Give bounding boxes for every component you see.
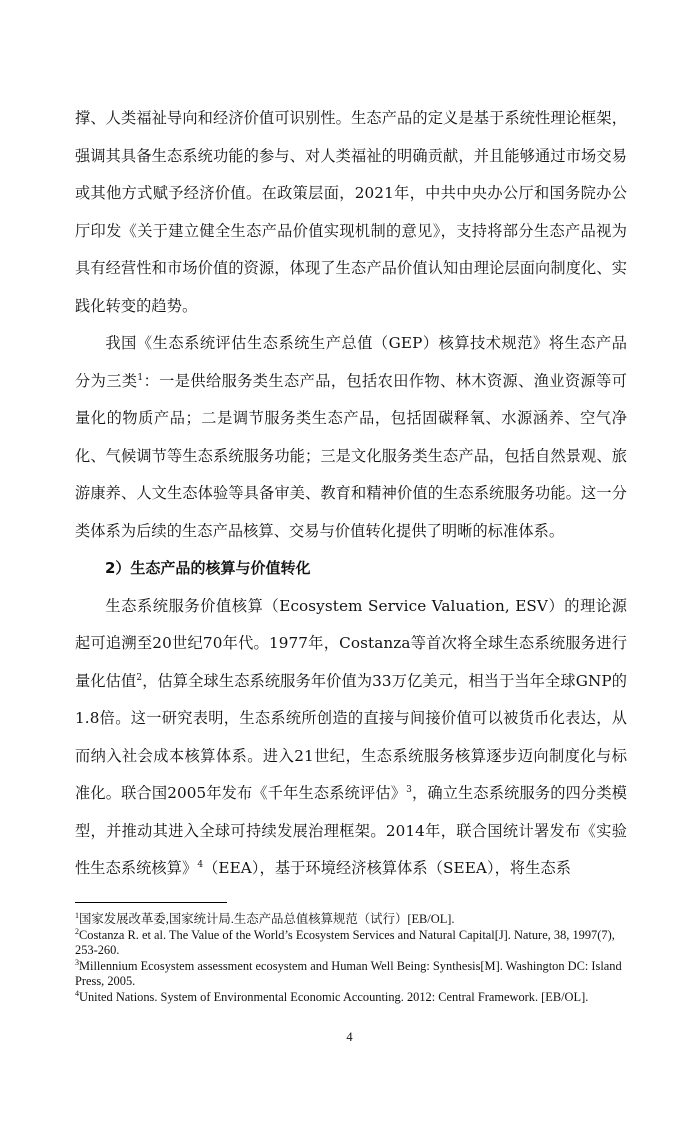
paragraph-3-text-d: （EEA），基于环境经济核算体系（SEEA），将生态系 bbox=[203, 859, 572, 877]
paragraph-3-text-b: ，估算全球生态系统服务年价值为33万亿美元，相当于当年全球GNP的1.8倍。这一研究表明，生态系统所创造的直接与间接价值可以被货币化表达，从而纳入社会成本核算体系。进入21世纪，生态系统服务核算逐步迈向制度化与标准化。联合国2005年发布《千年生态系统评估》 bbox=[75, 671, 627, 802]
page-number: 4 bbox=[346, 1030, 353, 1044]
footnote-3 bbox=[75, 959, 635, 990]
footnotes bbox=[75, 912, 635, 1006]
footnote-mark: 1 bbox=[75, 910, 79, 920]
footnote-mark: 2 bbox=[75, 926, 79, 936]
footnote-1 bbox=[75, 912, 635, 928]
footnote-ref-3: 3 bbox=[406, 784, 412, 795]
paragraph-3 bbox=[75, 588, 627, 888]
footnote-divider bbox=[75, 902, 227, 903]
paragraph-1: 撑、人类福祉导向和经济价值可识别性。生态产品的定义是基于系统性理论框架，强调其具备生态系统功能的参与、对人类福祉的明确贡献，并且能够通过市场交易或其他方式赋予经济价值。在政策层面，2021年，中共中央办公厅和国务院办公厅印发《关于建立健全生态产品价值实现机制的意见》，支持将部分生态产品视为具有经营性和市场价值的资源，体现了生态产品价值认知由理论层面向制度化、实践化转变的趋势。 bbox=[75, 109, 627, 315]
paragraph-2-text-a: 我国《生态系统评估生态系统生产总值（GEP）核算技术规范》将生态产品分为三类 bbox=[75, 334, 627, 390]
paragraph-2-text-b: ：一是供给服务类生态产品，包括农田作物、林木资源、渔业资源等可量化的物质产品；二是调节服务类生态产品，包括固碳释氧、水源涵养、空气净化、气候调节等生态系统服务功能；三是文化服务类生态产品，包括自然景观、旅游康养、人文生态体验等具备审美、教育和精神价值的生态系统服务功能。这一分类体系为后续的生态产品核算、交易与价值转化提供了明晰的标准体系。 bbox=[75, 371, 627, 540]
footnote-2 bbox=[75, 928, 635, 959]
footnote-mark: 4 bbox=[75, 988, 79, 998]
footnote-text: Millennium Ecosystem assessment ecosystem and Human Well Being: Synthesis[M]. Washington DC: Island Press, 2005. bbox=[75, 958, 622, 989]
footnote-text: Costanza R. et al. The Value of the World’s Ecosystem Services and Natural Capital[J]. Nature, 38, 1997(7), 253-260. bbox=[75, 927, 615, 958]
footnote-text: United Nations. System of Environmental Economic Accounting. 2012: Central Framework. [EB/OL]. bbox=[79, 989, 589, 1004]
section-heading: 2）生态产品的核算与价值转化 bbox=[105, 559, 311, 577]
paragraph-2 bbox=[75, 325, 627, 550]
document-body bbox=[75, 100, 627, 888]
footnote-ref-2: 2 bbox=[136, 672, 143, 683]
footnote-4 bbox=[75, 990, 635, 1006]
footnote-ref-1: 1 bbox=[137, 372, 144, 383]
paragraph-3-text-c: ，确立生态系统服务的四分类模型，并推动其进入全球可持续发展治理框架。2014年，联合国统计署发布《实验性生态系统核算》 bbox=[75, 784, 627, 877]
paragraph-3-text-a: 生态系统服务价值核算（Ecosystem Service Valuation, ESV）的理论源起可追溯至20世纪70年代。1977年，Costanza等首次将全球生态系统服务进行量化估值 bbox=[75, 596, 627, 690]
footnote-text: 国家发展改革委,国家统计局.生态产品总值核算规范（试行）[EB/OL]. bbox=[79, 912, 455, 926]
footnote-ref-4: 4 bbox=[197, 859, 204, 870]
footnote-mark: 3 bbox=[75, 957, 79, 967]
